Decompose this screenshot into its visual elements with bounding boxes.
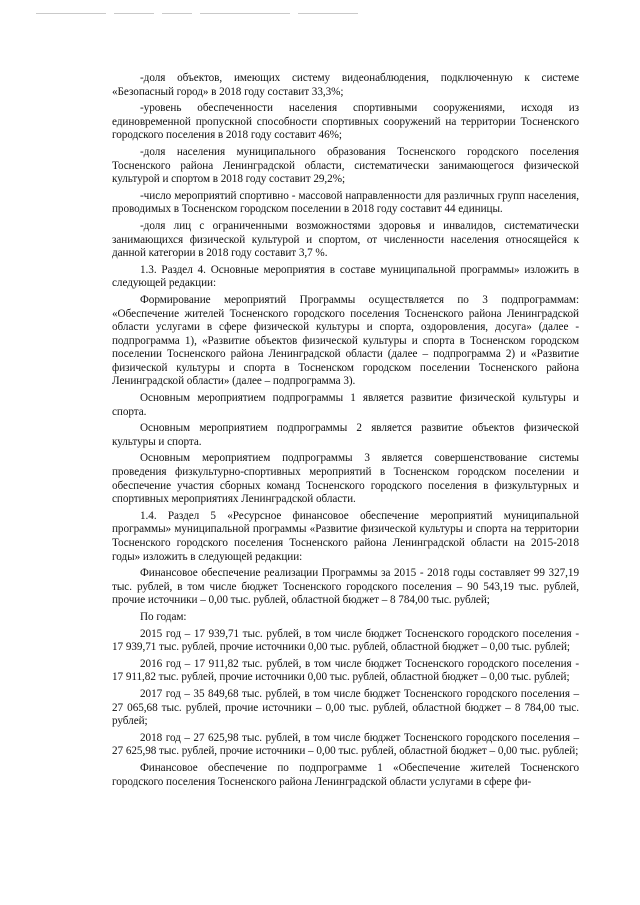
paragraph-year-2018: 2018 год – 27 625,98 тыс. рублей, в том числе бюджет Тосненского городского поселения – 27 625,98 тыс. рублей, прочие источники – 0,00 тыс. рублей, областной бюджет – 0,00 тыс. рублей; <box>112 731 579 758</box>
paragraph-by-years: По годам: <box>140 610 187 623</box>
paragraph-sports-facilities: -уровень обеспеченности населения спортивными сооружениями, исходя из единовременной пропускной способности спортивных сооружений на территории Тосненского городского поселения в 2018 году составит 46%; <box>112 102 579 142</box>
paragraph-subprogram-2: Основным мероприятием подпрограммы 2 является развитие объектов физической культуры и спорта. <box>112 422 579 448</box>
paragraph-year-2016: 2016 год – 17 911,82 тыс. рублей, в том числе бюджет Тосненского городского поселения - 17 911,82 тыс. рублей, прочие источники 0,00 тыс. рублей, областной бюджет – 0,00 тыс. рублей; <box>112 657 579 684</box>
paragraph-section-5-heading: 1.4. Раздел 5 «Ресурсное финансовое обеспечение мероприятий муниципальной программы» муниципальной программы «Развитие физической культуры и спорта на территории Тосненского городского поселения Тосненского района Ленинградской области на 2015-2018 годы» изложить в следующей редакции: <box>112 509 579 563</box>
paragraph-disabled-share: -доля лиц с ограниченными возможностями здоровья и инвалидов, систематически занимающихся физической культурой и спортом, от численности населения относящейся к данной категории в 2018 году составит 3,7 %. <box>112 219 579 260</box>
paragraph-year-2015: 2015 год – 17 939,71 тыс. рублей, в том числе бюджет Тосненского городского поселения - 17 939,71 тыс. рублей, прочие источники 0,00 тыс. рублей, областной бюджет – 0,00 тыс. рублей; <box>112 627 579 654</box>
paragraph-subprogram-3: Основным мероприятием подпрограммы 3 является совершенствование системы проведения физкультурно-спортивных мероприятий в Тосненском городском поселении и обеспечение участия сборных команд Тосненского городского поселения в физкультурных и спортивных мероприятиях Ленинградской области. <box>112 452 579 506</box>
scan-header-artifact <box>36 10 366 16</box>
paragraph-subprogram-1: Основным мероприятием подпрограммы 1 является развитие физической культуры и спорта. <box>112 392 579 418</box>
paragraph-subprogram-1-funding: Финансовое обеспечение по подпрограмме 1 «Обеспечение жителей Тосненского городского поселения Тосненского района Ленинградской области услугами в сфере фи- <box>112 761 579 788</box>
paragraph-video-surveillance: -доля объектов, имеющих систему видеонаблюдения, подключенную к системе «Безопасный город» в 2018 году составит 33,3%; <box>112 72 579 98</box>
paragraph-population-share: -доля населения муниципального образования Тосненского городского поселения Тосненского района Ленинградской области, систематически занимающегося физической культурой и спортом в 2018 году составит 29,2%; <box>112 145 579 186</box>
document-body <box>112 72 579 792</box>
paragraph-events-count: -число мероприятий спортивно - массовой направленности для различных групп населения, проводимых в Тосненском городском поселении в 2018 году составит 44 единицы. <box>112 189 579 216</box>
paragraph-year-2017: 2017 год – 35 849,68 тыс. рублей, в том числе бюджет Тосненского городского поселения – 27 065,68 тыс. рублей, прочие источники – 0,00 тыс. рублей, областной бюджет – 8 784,00 тыс. рублей; <box>112 687 579 728</box>
paragraph-subprograms: Формирование мероприятий Программы осуществляется по 3 подпрограммам: «Обеспечение жителей Тосненского городского поселения Тосненского района Ленинградской области услугами в сфере физической культуры и спорта, оздоровления, досуга» (далее - подпрограмма 1), «Развитие объектов физической культуры и спорта в Тосненском городском поселении Тосненского района Ленинградской области (далее – подпрограмма 2) и «Развитие физической культуры и спорта в Тосненском городском поселении Тосненского района Ленинградской области» (далее – подпрограмма 3). <box>112 293 579 388</box>
paragraph-section-4-heading: 1.3. Раздел 4. Основные мероприятия в составе муниципальной программы» изложить в следующей редакции: <box>112 263 579 290</box>
paragraph-total-funding: Финансовое обеспечение реализации Программы за 2015 - 2018 годы составляет 99 327,19 тыс. рублей, в том числе бюджет Тосненского городского поселения – 90 543,19 тыс. рублей, прочие источники – 0,00 тыс. рублей, областной бюджет – 8 784,00 тыс. рублей; <box>112 567 579 607</box>
